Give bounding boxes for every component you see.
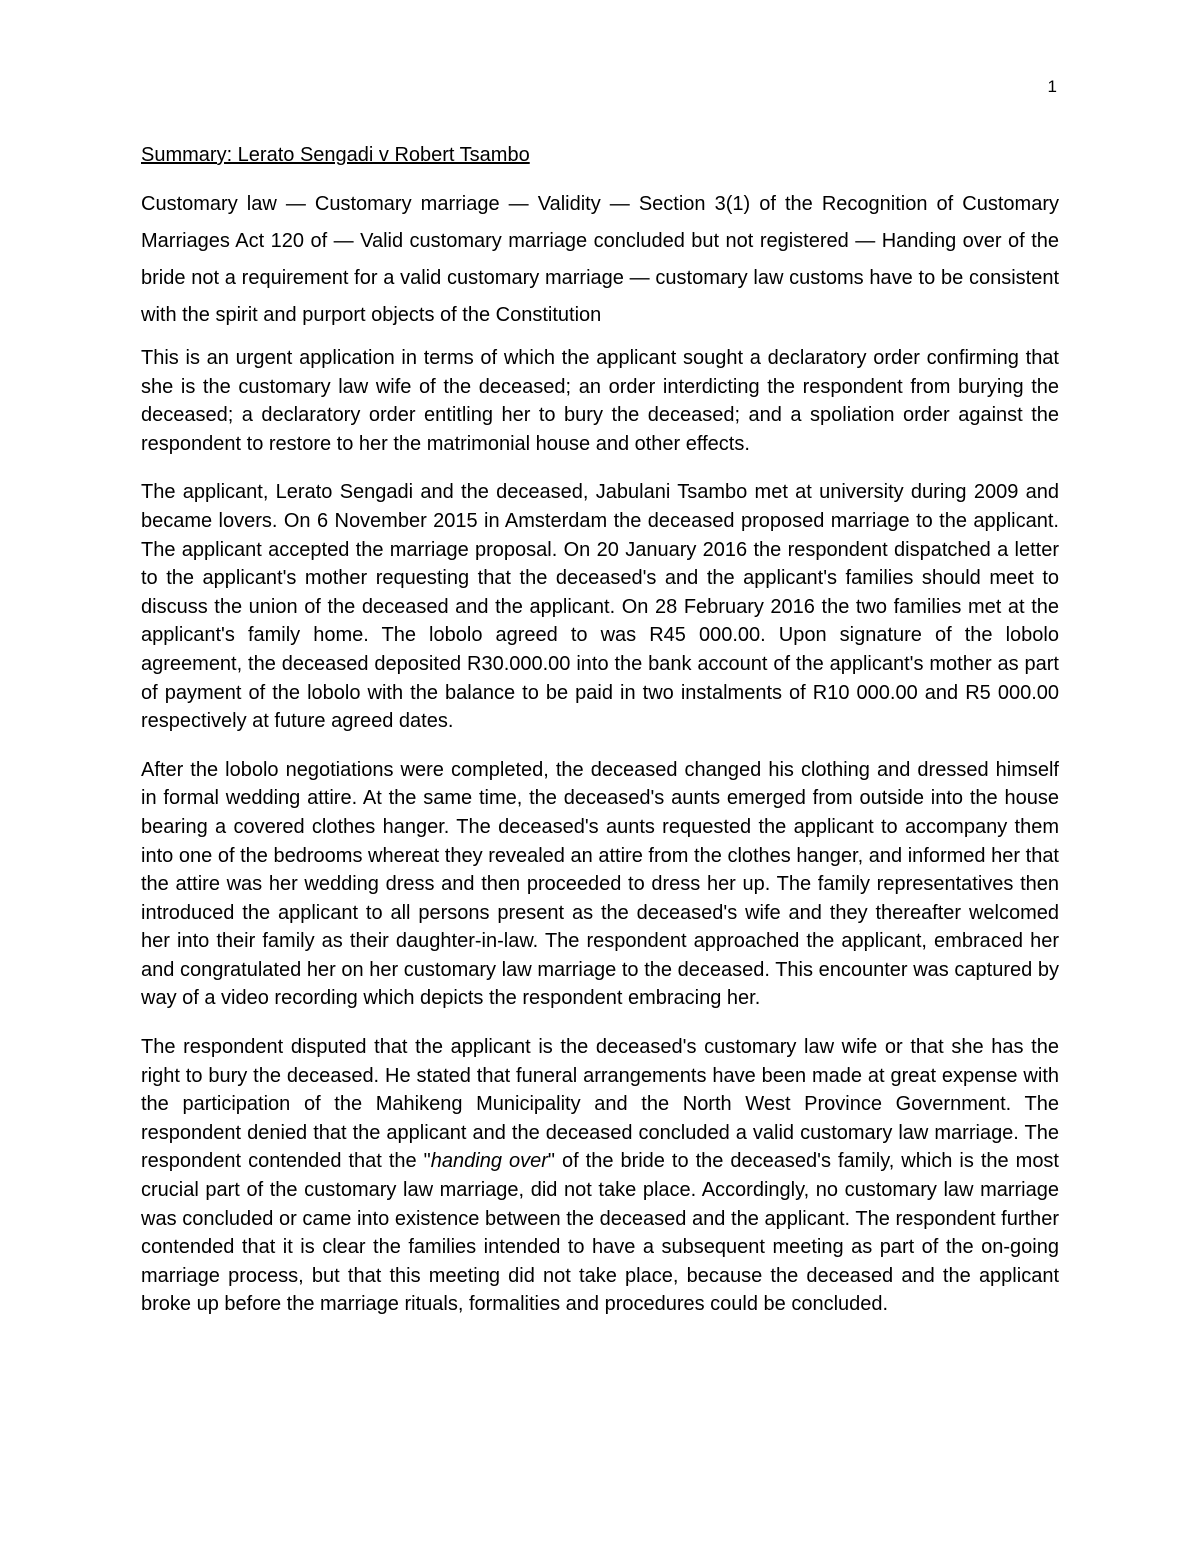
- page-number: 1: [1047, 77, 1057, 96]
- headnote: Customary law — Customary marriage — Validity — Section 3(1) of the Recognition of Customary Marriages Act 120 of — Valid customary marriage concluded but not registered — Handing over of the bride not a requirement for a valid customary marriage — customary law customs have to be consistent with the spirit and purport objects of the Constitution: [141, 193, 1059, 326]
- document-title: Summary: Lerato Sengadi v Robert Tsambo: [141, 144, 530, 166]
- document-body: [141, 140, 1059, 1339]
- paragraph-respondent-dispute: [141, 1033, 1059, 1319]
- dispute-text-before: The respondent disputed that the applicant is the deceased's customary law wife or that she has the right to bury the deceased. He stated that funeral arrangements have been made at great expense with the participation of the Mahikeng Municipality and the North West Province Government. The respondent denied that the applicant and the deceased concluded a valid customary law marriage. The respondent contended that the ": [141, 1036, 1059, 1173]
- paragraph-ceremony: After the lobolo negotiations were completed, the deceased changed his clothing and dressed himself in formal wedding attire. At the same time, the deceased's aunts emerged from outside into the house bearing a covered clothes hanger. The deceased's aunts requested the applicant to accompany them into one of the bedrooms whereat they revealed an attire from the clothes hanger, and informed her that the attire was her wedding dress and then proceeded to dress her up. The family representatives then introduced the applicant to all persons present as the deceased's wife and they thereafter welcomed her into their family as their daughter-in-law. The respondent approached the applicant, embraced her and congratulated her on her customary law marriage to the deceased. This encounter was captured by way of a video recording which depicts the respondent embracing her.: [141, 758, 1059, 1010]
- dispute-emphasis: handing over: [430, 1150, 548, 1173]
- dispute-text-after: " of the bride to the deceased's family, which is the most crucial part of the customary law marriage, did not take place. Accordingly, no customary law marriage was concluded or came into existence between the deceased and the applicant. The respondent further contended that it is clear the families intended to have a subsequent meeting as part of the on-going marriage process, but that this meeting did not take place, because the deceased and the applicant broke up before the marriage rituals, formalities and procedures could be concluded.: [141, 1150, 1059, 1316]
- paragraph-application: This is an urgent application in terms of which the applicant sought a declaratory order confirming that she is the customary law wife of the deceased; an order interdicting the respondent from burying the deceased; a declaratory order entitling her to bury the deceased; and a spoliation order against the respondent to restore to her the matrimonial house and other effects.: [141, 347, 1059, 455]
- paragraph-background: The applicant, Lerato Sengadi and the deceased, Jabulani Tsambo met at university during 2009 and became lovers. On 6 November 2015 in Amsterdam the deceased proposed marriage to the applicant. The applicant accepted the marriage proposal. On 20 January 2016 the respondent dispatched a letter to the applicant's mother requesting that the deceased's and the applicant's families should meet to discuss the union of the deceased and the applicant. On 28 February 2016 the two families met at the applicant's family home. The lobolo agreed to was R45 000.00. Upon signature of the lobolo agreement, the deceased deposited R30.000.00 into the bank account of the applicant's mother as part of payment of the lobolo with the balance to be paid in two instalments of R10 000.00 and R5 000.00 respectively at future agreed dates.: [141, 481, 1059, 733]
